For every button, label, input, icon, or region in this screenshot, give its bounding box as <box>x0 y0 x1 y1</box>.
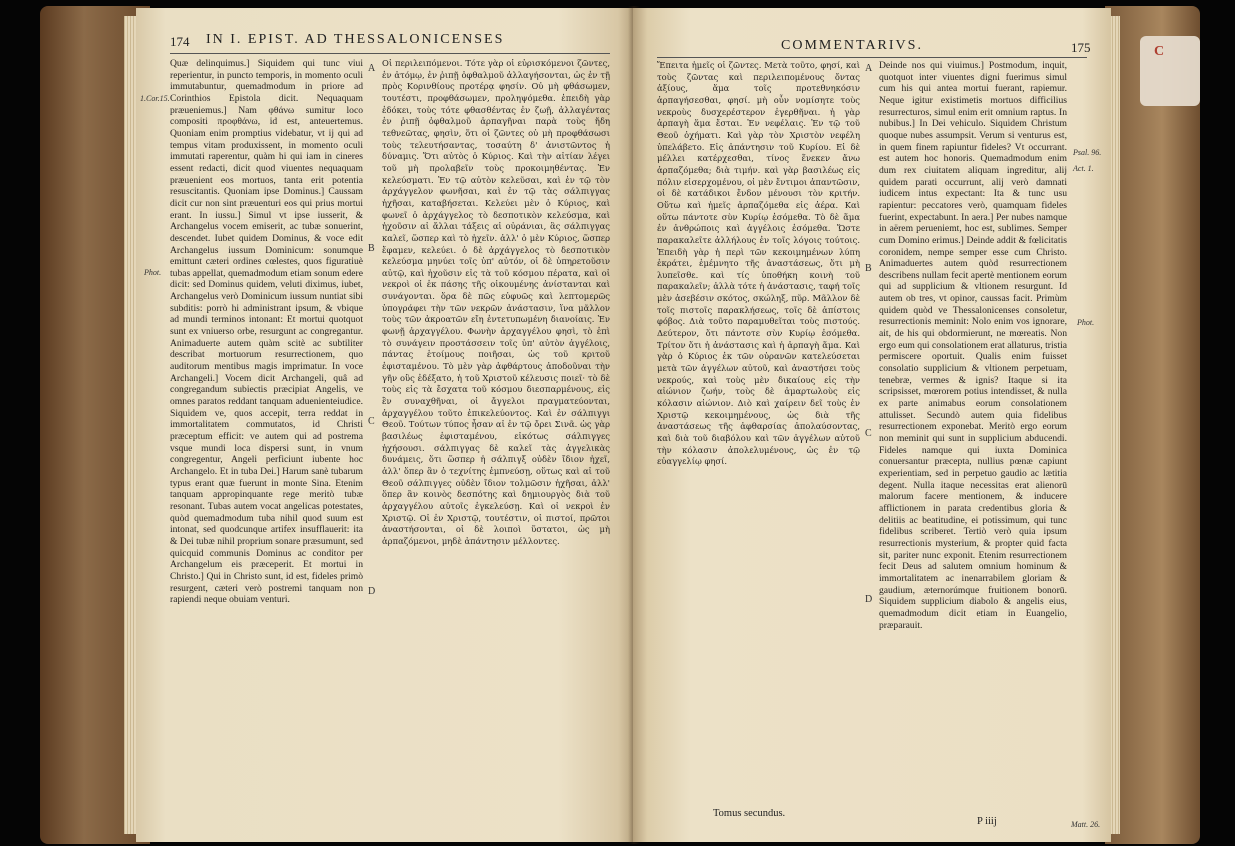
library-label-text: C <box>1154 44 1165 59</box>
section-letter: B <box>368 243 375 254</box>
running-head: COMMENTARIVS. <box>781 38 923 53</box>
open-book <box>40 6 1200 844</box>
latin-text: Quæ delinquimus.] Siquidem qui tunc viui reperientur, in puncto temporis, in momento oculi immutabuntur, quemadmodum in priore ad Corinthios Epistola dicit. Nequaquam præueniemus.] Nam φθάνω sumitur loco compositi προφθάνω, id est, anteuertemus. Quoniam enim promptius videbatur, vt ij qui ad tempus vitam produxissent, in momento oculi immutati raperentur, quàm hi qui iam in cineres essent redacti, dicit quod viuentes nequaquam præuenient eos mortuos, tanta erit potentia resuscitantis. Quoniam ipse Dominus.] Caussam dicit cur non sint præuenturi eos qui prius mortui erant. In iussu.] Simul vt ipse iusserit, & Archangelus vocem emiserit, ac tubæ sonuerint, descendet. Iubet quidem Dominus, & voce edit Archangelus iussum Dominicum: sonumque emittunt cæteri ordines cœlestes, quos figuratiuè tubas appellat, quemadmodum etiam sonum edere dicit: sed Dominus quidem, veluti diximus, iubet, Archangelus verò Dominicum iussum nuntiat sibi subditis: porrò hi administrant ipsum, & vbique ad mundi terminos intonant: Et mortui quotquot sunt ex vniuerso orbe, resurgunt ac congregantur. Animaduerte autem quàm scitè ac subtiliter describat mortuorum resurrectionem, quo auditorum mentibus magis imprimatur. In voce Archangeli.] Vocem dicit Archangeli, quâ ad congregandum subiectis præcipiat Angelis, ve omnes paratos reddant tanquam aduenienteiudice. Siquidem ve, quos accepit, terra reddat in immortalitatem commutatos, id Christi præceptum efficit: ve autem qui ad postrema vsque mundi loca dispersi sunt, in vnum congregentur, Angeli perficiunt iubente hoc Archangelo. Et in tuba Dei.] Harum sanè tubarum typus erant quæ fuerunt in monte Sina. Etenim tanquam appropinquante rege meritò tubæ resonant. Tubas autem vocat angelicas potestates, quòd quemadmodum tuba nihil quod suum est intonat, sed quodcunque artifex insufflauerit: ita & Dei tubæ nihil proprium sonare præsumunt, sed quicquid communis Dominus ac conditor per Archangelum eis præceperit. Et mortui in Christo.] Qui in Christo sunt, id est, fideles primò resurgent, cæteri verò postremi tanquam non rapiendi neque obuiam venturi. <box>170 58 363 606</box>
left-page <box>136 8 633 842</box>
section-letter: B <box>865 263 872 274</box>
head-rule <box>170 53 610 54</box>
margin-note: Psal. 96. <box>1073 148 1102 157</box>
margin-note: Phot. <box>1077 318 1095 327</box>
greek-column <box>382 58 610 828</box>
section-letter: C <box>865 428 872 439</box>
greek-column <box>657 60 860 798</box>
latin-column <box>170 58 363 828</box>
section-letter: A <box>368 63 376 74</box>
section-letter: D <box>865 594 873 605</box>
margin-note: Act. 1. <box>1073 164 1094 173</box>
latin-text: Deinde nos qui viuimus.] Postmodum, inquit, quotquot inter viuentes digni fuerimus simul cum his qui antea mortui fuerant, rapiemur. Neque igitur existimetis mortuos difficilius resurrecturos, simul enim erit omnium raptus. In nubibus.] In Dei vehiculo. Siquidem Christum quoque nubes assumpsit. Verum si venturus est, in quem finem rapiuntur fideles? Vt occurrant. est autem hoc honoris. Quemadmodum enim dum rex ciuitatem aliquam ingreditur, alij quidem parati occurrunt, alij verò damnati iudicem intus expectant: Ita & tunc usu rapientur: peccatores verò, quamquam fideles fuerint, expectabunt. In aera.] Per nubes namque in aërem perueniemt, hoc est, sublimes. Semper cum Domino erimus.] Deinde addit & fœlicitatis coronidem, nempe semper esse cum Christo. Animaduertes autem quòd resurrectionem describens nullam fecit apertè mentionem eorum qui ad supplicium & vltionem resurgunt. Id autem ob tres, vt opinor, caussas facit. Primùm quidem quòd ve Thessalonicenses consoletur, resurrectionis meminit: Nolo enim vos ignorare, ait, de his qui obdormierunt, ne mœreatis. Non ergo eum qui consolationem erat allaturus, tristia permiscere oportuit. Qualis enim fuisset consolatio supplicium & vltionem perpetuam, tenebræ, vermes & ignis? Itaque si ita scripsisset, mœrorem potius intendisset, & nulla ex parte animabus eorum consolationem attulisset. Secundò autem quia fidelibus resurrectionem exponebat. Meritò ergo eorum non meminit qui sunt in supplicium abducendi. Fideles namque qui iuxta Dominica conuersantur præcepta, nullius pœnæ capiunt experientiam, sed in perpetuo gaudio ac lætitia degent. Nulla itaque necessitas erat alienorū malorum facere mentionem, & inducere afflictionem in parata credentibus gloria & delitiis ac beatitudine, ei potissimum, qui tunc fidelibus scriberet. Tertiò verò quia ipsum resurrectionis mysterium, & propter quid facta sit, pariter nunc exponit. Etenim resurrectionem fecit Deus ad salutem omnium hominum & immortalitatem ac inenarrabilem gloriam & gaudium, æternorúmque fruitionem bonorū. Siquidem supplicium diabolo & angelis eius, quemadmodum dicit etiam in Euangelio, præparauit. <box>879 60 1067 631</box>
section-letter: C <box>368 416 375 427</box>
catchword: Tomus secundus. <box>713 808 786 819</box>
section-letter: D <box>368 586 376 597</box>
right-page <box>633 8 1111 842</box>
section-letter: A <box>865 63 873 74</box>
margin-note: 1.Cor.15. <box>140 94 170 103</box>
page-number: 174 <box>170 34 190 49</box>
greek-text: Ἔπειτα ἡμεῖς οἱ ζῶντες. Μετὰ τοῦτο, φησί, καὶ τοὺς ζῶντας καὶ περιλειπομένους ὄντας ἀξίους, ἅμα τοῖς προτεθνηκόσιν ἁρπαγήσεσθαι, φησί. μὴ οὖν νομίσητε τοὺς νεκροὺς δυσχερέστερον ἐγερθῆναι. ἡ γὰρ ἁρπαγὴ ἅμα ἔσται. Ἐν νεφέλαις. Ἐν τῷ τοῦ Θεοῦ ὀχήματι. Καὶ γὰρ τὸν Χριστὸν νεφέλη ὑπελάβετο. Εἰς ἀπάντησιν τοῦ Κυρίου. Εἰ δὲ μέλλει κατέρχεσθαι, τίνος ἕνεκεν ἄνω ἁρπαζόμεθα; διὰ τιμήν. καὶ γὰρ βασιλέως εἰς πόλιν εἰσερχομένου, οἱ μὲν ἔντιμοι ἀπαντῶσιν, οἱ δὲ κατάδικοι ἔνδον μένουσι τὸν κριτήν. Οὕτω καὶ ἡμεῖς ἁρπαζόμεθα εἰς ἀέρα. Καὶ οὕτω πάντοτε σὺν Κυρίῳ ἐσόμεθα. Τὸ δὲ ἅμα ἐν ἀνθρώποις καὶ ἀγγέλοις ἐσόμεθα. Ὥστε παρακαλεῖτε ἀλλήλους ἐν τοῖς λόγοις τούτοις. Ἐπειδὴ γὰρ ἡ περὶ τῶν κεκοιμημένων λύπη ἐκράτει, ἐμέμνητο τῆς ἀναστάσεως, ὅτι μὴ λυπεῖσθε. καὶ τίς ὑποθήκη κοινὴ τοῦ παρακαλεῖν; ἀλλὰ τότε ἡ ἀνάστασις, ταφή τοῖς μὲν ἀσεβέσιν σκότος, σκώληξ, πῦρ. Μᾶλλον δὲ τοῖς πιστοῖς παρακλήσεως, τοῖς δὲ ἀπίστοις φόβος. Διὰ τοῦτο παραμυθεῖται τοὺς πιστούς. Δεύτερον, ὅτι πάντοτε σὺν Κυρίῳ ἐσόμεθα. Τρίτον ὅτι ἡ ἀνάστασις καὶ ἡ ἁρπαγὴ ἅμα. Καὶ γὰρ ὁ Κύριος ἐκ τῶν οὐρανῶν κατελεύσεται μετὰ τῶν ἀγγέλων αὐτοῦ, καὶ ἀναστήσει τοὺς νεκρούς, καὶ τοὺς μὲν δικαίους εἰς τὴν αἰώνιον ζωήν, τοὺς δὲ ἀμαρτωλοὺς εἰς κόλασιν αἰώνιον. Διὸ καὶ χαίρειν δεῖ τοὺς ἐν Χριστῷ κεκοιμημένους, ὡς διὰ τῆς ἀναστάσεως τῆς ἀφθαρσίας ἀπολαύσοντας, καὶ διὰ τοῦ διαβόλου καὶ τῶν ἀγγέλων αὐτοῦ τὴν κόλασιν ἀπολελυμένους, ὡς ἐν τῷ εὐαγγελίῳ φησί. <box>657 60 860 467</box>
greek-text: Οἱ περιλειπόμενοι. Τότε γὰρ οἱ εὑρισκόμενοι ζῶντες, ἐν ἀτόμῳ, ἐν ῥιπῇ ὀφθαλμοῦ ἀλλαγήσονται, ὡς ἐν τῇ πρὸς Κορινθίους προτέρᾳ φησίν. Οὐ μὴ φθάσωμεν, τουτέστι, προφθάσωμεν, προληψόμεθα. ἐπειδὴ γὰρ ἐδόκει, τοὺς τότε φθασθέντας ἐν ζωῇ, ἀλλαγέντας ἐν ῥιπῇ ὀφθαλμοῦ ἁρπαγῆναι παρὰ τοὺς ἤδη τεθνεῶτας, φησὶν, ὅτι οἱ ζῶντες οὐ μὴ προφθάσωσι τοὺς τελευτήσαντας, τοσαύτη δ' ἀνιστῶντος ἡ δύναμις. Ὅτι αὐτὸς ὁ Κύριος. Καὶ τὴν αἰτίαν λέγει τοῦ μὴ προλαβεῖν τοὺς προκοιμηθέντας. Ἐν κελεύσματι. Ἐν τῷ αὐτὸν κελεῦσαι, καὶ ἐν τῷ τὸν ἀρχάγγελον φωνῆσαι, καὶ ἐν τῷ τὰς σάλπιγγας ἠχῆσαι, καταβήσεται. Κελεύει μὲν ὁ Κύριος, καὶ φωνεῖ ὁ ἀρχάγγελος τὸ δεσποτικὸν κελεύσμα, καὶ ἠχοῦσιν αἱ ἄλλαι τάξεις αἱ οὐράνιαι, ἃς σάλπιγγας καλεῖ, ὥσπερ καὶ τὸ ἠχεῖν. ἀλλ' ὁ μὲν Κύριος, ὥσπερ ἔφαμεν, κελεύει. ὁ δὲ ἀρχάγγελος τὸ δεσποτικὸν κελεύσμα μηνύει τοῖς ὑπ' αὐτόν, οἱ δὲ ὑπηρετοῦσιν αὐτῷ, καὶ ἠχοῦσιν εἰς τὰ τοῦ κόσμου πέρατα, καὶ οἱ νεκροὶ οἱ ἐκ πάσης τῆς οἰκουμένης ἀνίστανται καὶ συνάγονται. ὅρα δὲ πῶς εὐφυῶς καὶ λεπτομερῶς ὑπογράφει τὴν τῶν νεκρῶν ἀνάστασιν, ἵνα μᾶλλον τοὺς τῶν ἀκροατῶν εἴη ἐντετυπωμένη διανοίαις. Ἐν φωνῇ ἀρχαγγέλου. Φωνὴν ἀρχαγγέλου φησὶ, τὸ ἐπὶ τὸ συνάγειν προστάσσειν τοῖς ὑπ' αὐτὸν ἀγγέλοις, πάντας ἑτοίμους ποιῆσαι, ὡς τοῦ κριτοῦ ἐφισταμένου. Τὸ μὲν γὰρ ἀφθάρτους ἀποδοῦναι τὴν γῆν οὓς ἐδέξατο, ἡ τοῦ Χριστοῦ κέλευσις ποιεῖ· τὸ δὲ τοὺς εἰς τὰ ἔσχατα τοῦ κόσμου διεσπαρμένους, εἰς ἓν συναχθῆναι, οἱ ἄγγελοι πραγματεύονται, ἀρχαγγέλου τοῦτο ἐπικελεύοντος. Καὶ ἐν σάλπιγγι Θεοῦ. Τούτων τύπος ἦσαν αἱ ἐν τῷ ὄρει Σινᾶ. ὡς γὰρ βασιλέως ἐφισταμένου, εἰκότως σάλπιγγες ἠχήσουσι. σάλπιγγας δὲ καλεῖ τὰς ἀγγελικὰς δυνάμεις, ὅτι ὥσπερ ἡ σάλπιγξ οὐδὲν ἴδιον ἠχεῖ, ἀλλ' ὅπερ ἂν ὁ τεχνίτης ἐμπνεύσῃ, οὕτως καὶ αἱ τοῦ Θεοῦ σάλπιγγες οὐδὲν ἴδιον τολμῶσιν ἠχῆσαι, ἀλλ' ὅπερ ἂν κοινὸς δεσπότης καὶ δημιουργὸς διὰ τοῦ ἀρχαγγέλου αὐτοῖς ἐγκελεύσῃ. Καὶ οἱ νεκροὶ ἐν Χριστῷ. Οἱ ἐν Χριστῷ, τουτέστιν, οἱ πιστοί, πρῶτοι ἀναστήσονται, οἱ δὲ λοιποὶ ὕστατοι, ὡς μὴ ἁρπαζόμενοι, μηδὲ ἀπάντησιν μέλλοντες. <box>382 58 610 546</box>
margin-note: Matt. 26. <box>1071 820 1101 829</box>
library-label <box>1140 36 1200 106</box>
page-number: 175 <box>1071 40 1091 55</box>
head-rule <box>657 57 1087 58</box>
margin-note: Phot. <box>144 268 162 277</box>
latin-column <box>879 60 1067 810</box>
running-head: IN I. EPIST. AD THESSALONICENSES <box>206 32 505 47</box>
signature-mark: P iiij <box>977 816 997 827</box>
